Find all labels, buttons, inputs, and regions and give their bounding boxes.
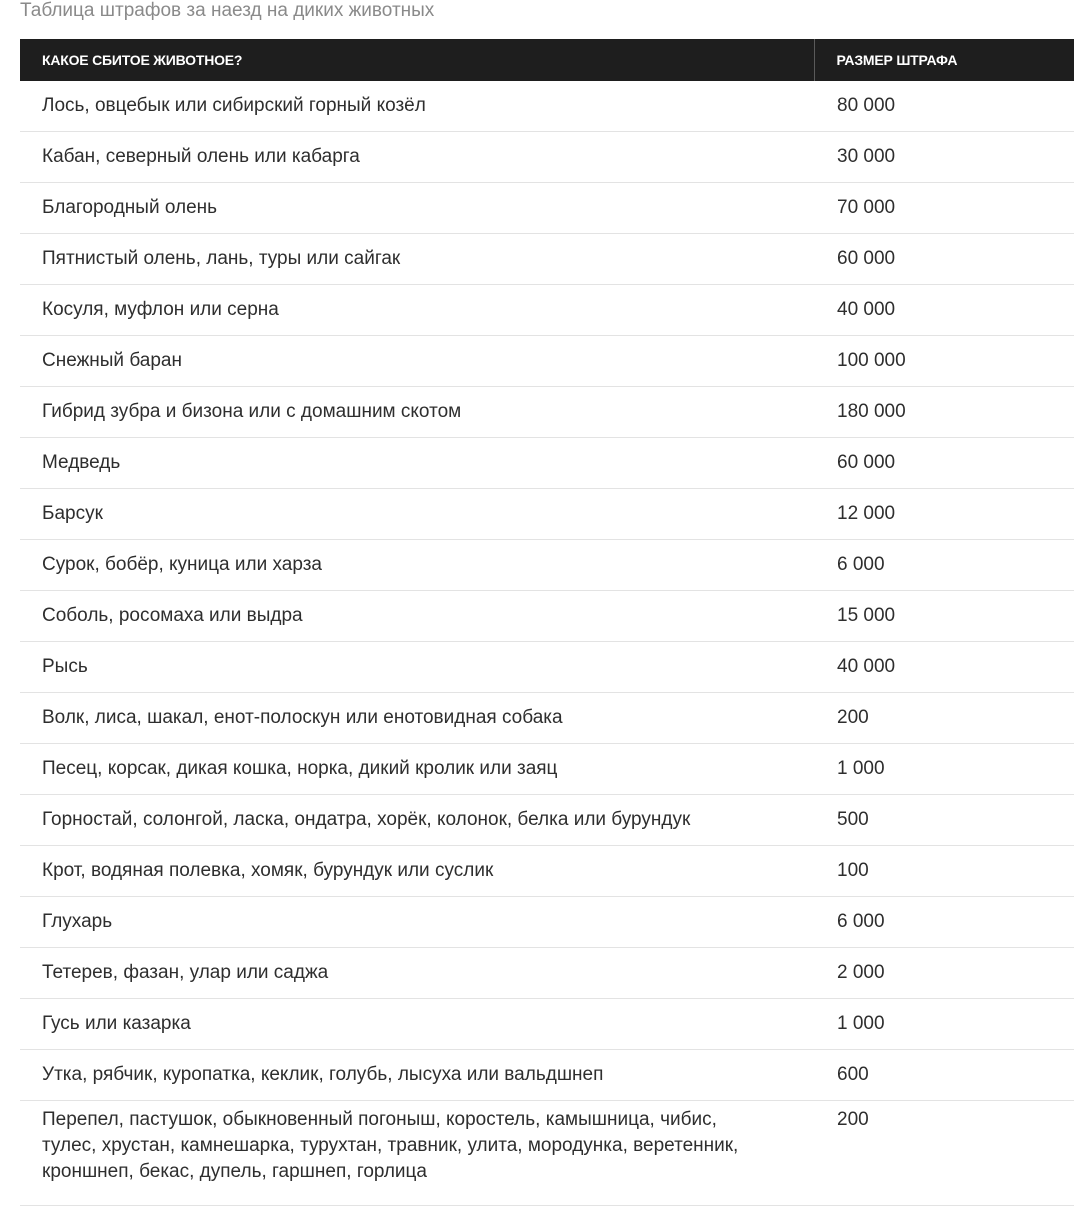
fines-table xyxy=(20,39,1074,1206)
table-row xyxy=(20,948,1074,999)
animal-cell: Гибрид зубра и бизона или с домашним скотом xyxy=(20,387,814,438)
fine-cell: 80 000 xyxy=(814,81,1074,132)
animal-cell: Соболь, росомаха или выдра xyxy=(20,591,814,642)
animal-cell: Песец, корсак, дикая кошка, норка, дикий кролик или заяц xyxy=(20,744,814,795)
table-row xyxy=(20,81,1074,132)
table-row xyxy=(20,438,1074,489)
fine-cell: 100 000 xyxy=(814,336,1074,387)
table-row xyxy=(20,387,1074,438)
table-row xyxy=(20,183,1074,234)
animal-cell: Рысь xyxy=(20,642,814,693)
animal-cell: Медведь xyxy=(20,438,814,489)
animal-cell: Крот, водяная полевка, хомяк, бурундук или суслик xyxy=(20,846,814,897)
animal-cell: Пятнистый олень, лань, туры или сайгак xyxy=(20,234,814,285)
fine-cell: 1 000 xyxy=(814,744,1074,795)
animal-cell: Кабан, северный олень или кабарга xyxy=(20,132,814,183)
table-row xyxy=(20,846,1074,897)
animal-cell: Перепел, пастушок, обыкновенный погоныш, коростель, камышница, чибис, тулес, хрустан, камнешарка, турухтан, травник, улита, мородунка, веретенник, кроншнеп, бекас, дупель, гаршнеп, горлица xyxy=(20,1101,814,1206)
fine-cell: 200 xyxy=(814,693,1074,744)
table-row xyxy=(20,795,1074,846)
animal-cell: Косуля, муфлон или серна xyxy=(20,285,814,336)
fine-cell: 30 000 xyxy=(814,132,1074,183)
fine-cell: 500 xyxy=(814,795,1074,846)
animal-cell: Барсук xyxy=(20,489,814,540)
fine-cell: 40 000 xyxy=(814,642,1074,693)
fine-cell: 12 000 xyxy=(814,489,1074,540)
animal-cell: Тетерев, фазан, улар или саджа xyxy=(20,948,814,999)
table-caption: Таблица штрафов за наезд на диких животных xyxy=(20,0,435,21)
table-row xyxy=(20,744,1074,795)
table-row xyxy=(20,591,1074,642)
animal-cell: Горностай, солонгой, ласка, ондатра, хорёк, колонок, белка или бурундук xyxy=(20,795,814,846)
fine-cell: 600 xyxy=(814,1050,1074,1101)
fine-cell: 40 000 xyxy=(814,285,1074,336)
fine-cell: 1 000 xyxy=(814,999,1074,1050)
animal-cell: Глухарь xyxy=(20,897,814,948)
animal-cell: Лось, овцебык или сибирский горный козёл xyxy=(20,81,814,132)
animal-cell: Сурок, бобёр, куница или харза xyxy=(20,540,814,591)
fine-cell: 6 000 xyxy=(814,897,1074,948)
column-header-fine: РАЗМЕР ШТРАФА xyxy=(814,39,1074,81)
table-row xyxy=(20,132,1074,183)
animal-cell: Утка, рябчик, куропатка, кеклик, голубь, лысуха или вальдшнеп xyxy=(20,1050,814,1101)
table-row xyxy=(20,336,1074,387)
table-header-row xyxy=(20,39,1074,81)
table-row xyxy=(20,540,1074,591)
table-row xyxy=(20,489,1074,540)
table-row xyxy=(20,999,1074,1050)
animal-cell: Снежный баран xyxy=(20,336,814,387)
fine-cell: 2 000 xyxy=(814,948,1074,999)
table-row xyxy=(20,1050,1074,1101)
fine-cell: 70 000 xyxy=(814,183,1074,234)
animal-cell: Гусь или казарка xyxy=(20,999,814,1050)
table-row xyxy=(20,1101,1074,1206)
animal-cell: Волк, лиса, шакал, енот-полоскун или енотовидная собака xyxy=(20,693,814,744)
table-row xyxy=(20,693,1074,744)
fine-cell: 60 000 xyxy=(814,438,1074,489)
fine-cell: 180 000 xyxy=(814,387,1074,438)
fine-cell: 15 000 xyxy=(814,591,1074,642)
animal-cell: Благородный олень xyxy=(20,183,814,234)
table-row xyxy=(20,285,1074,336)
fine-cell: 100 xyxy=(814,846,1074,897)
fine-cell: 60 000 xyxy=(814,234,1074,285)
fine-cell: 6 000 xyxy=(814,540,1074,591)
column-header-animal: КАКОЕ СБИТОЕ ЖИВОТНОЕ? xyxy=(20,39,814,81)
table-row xyxy=(20,642,1074,693)
table-row xyxy=(20,897,1074,948)
fine-cell: 200 xyxy=(814,1101,1074,1206)
table-row xyxy=(20,234,1074,285)
